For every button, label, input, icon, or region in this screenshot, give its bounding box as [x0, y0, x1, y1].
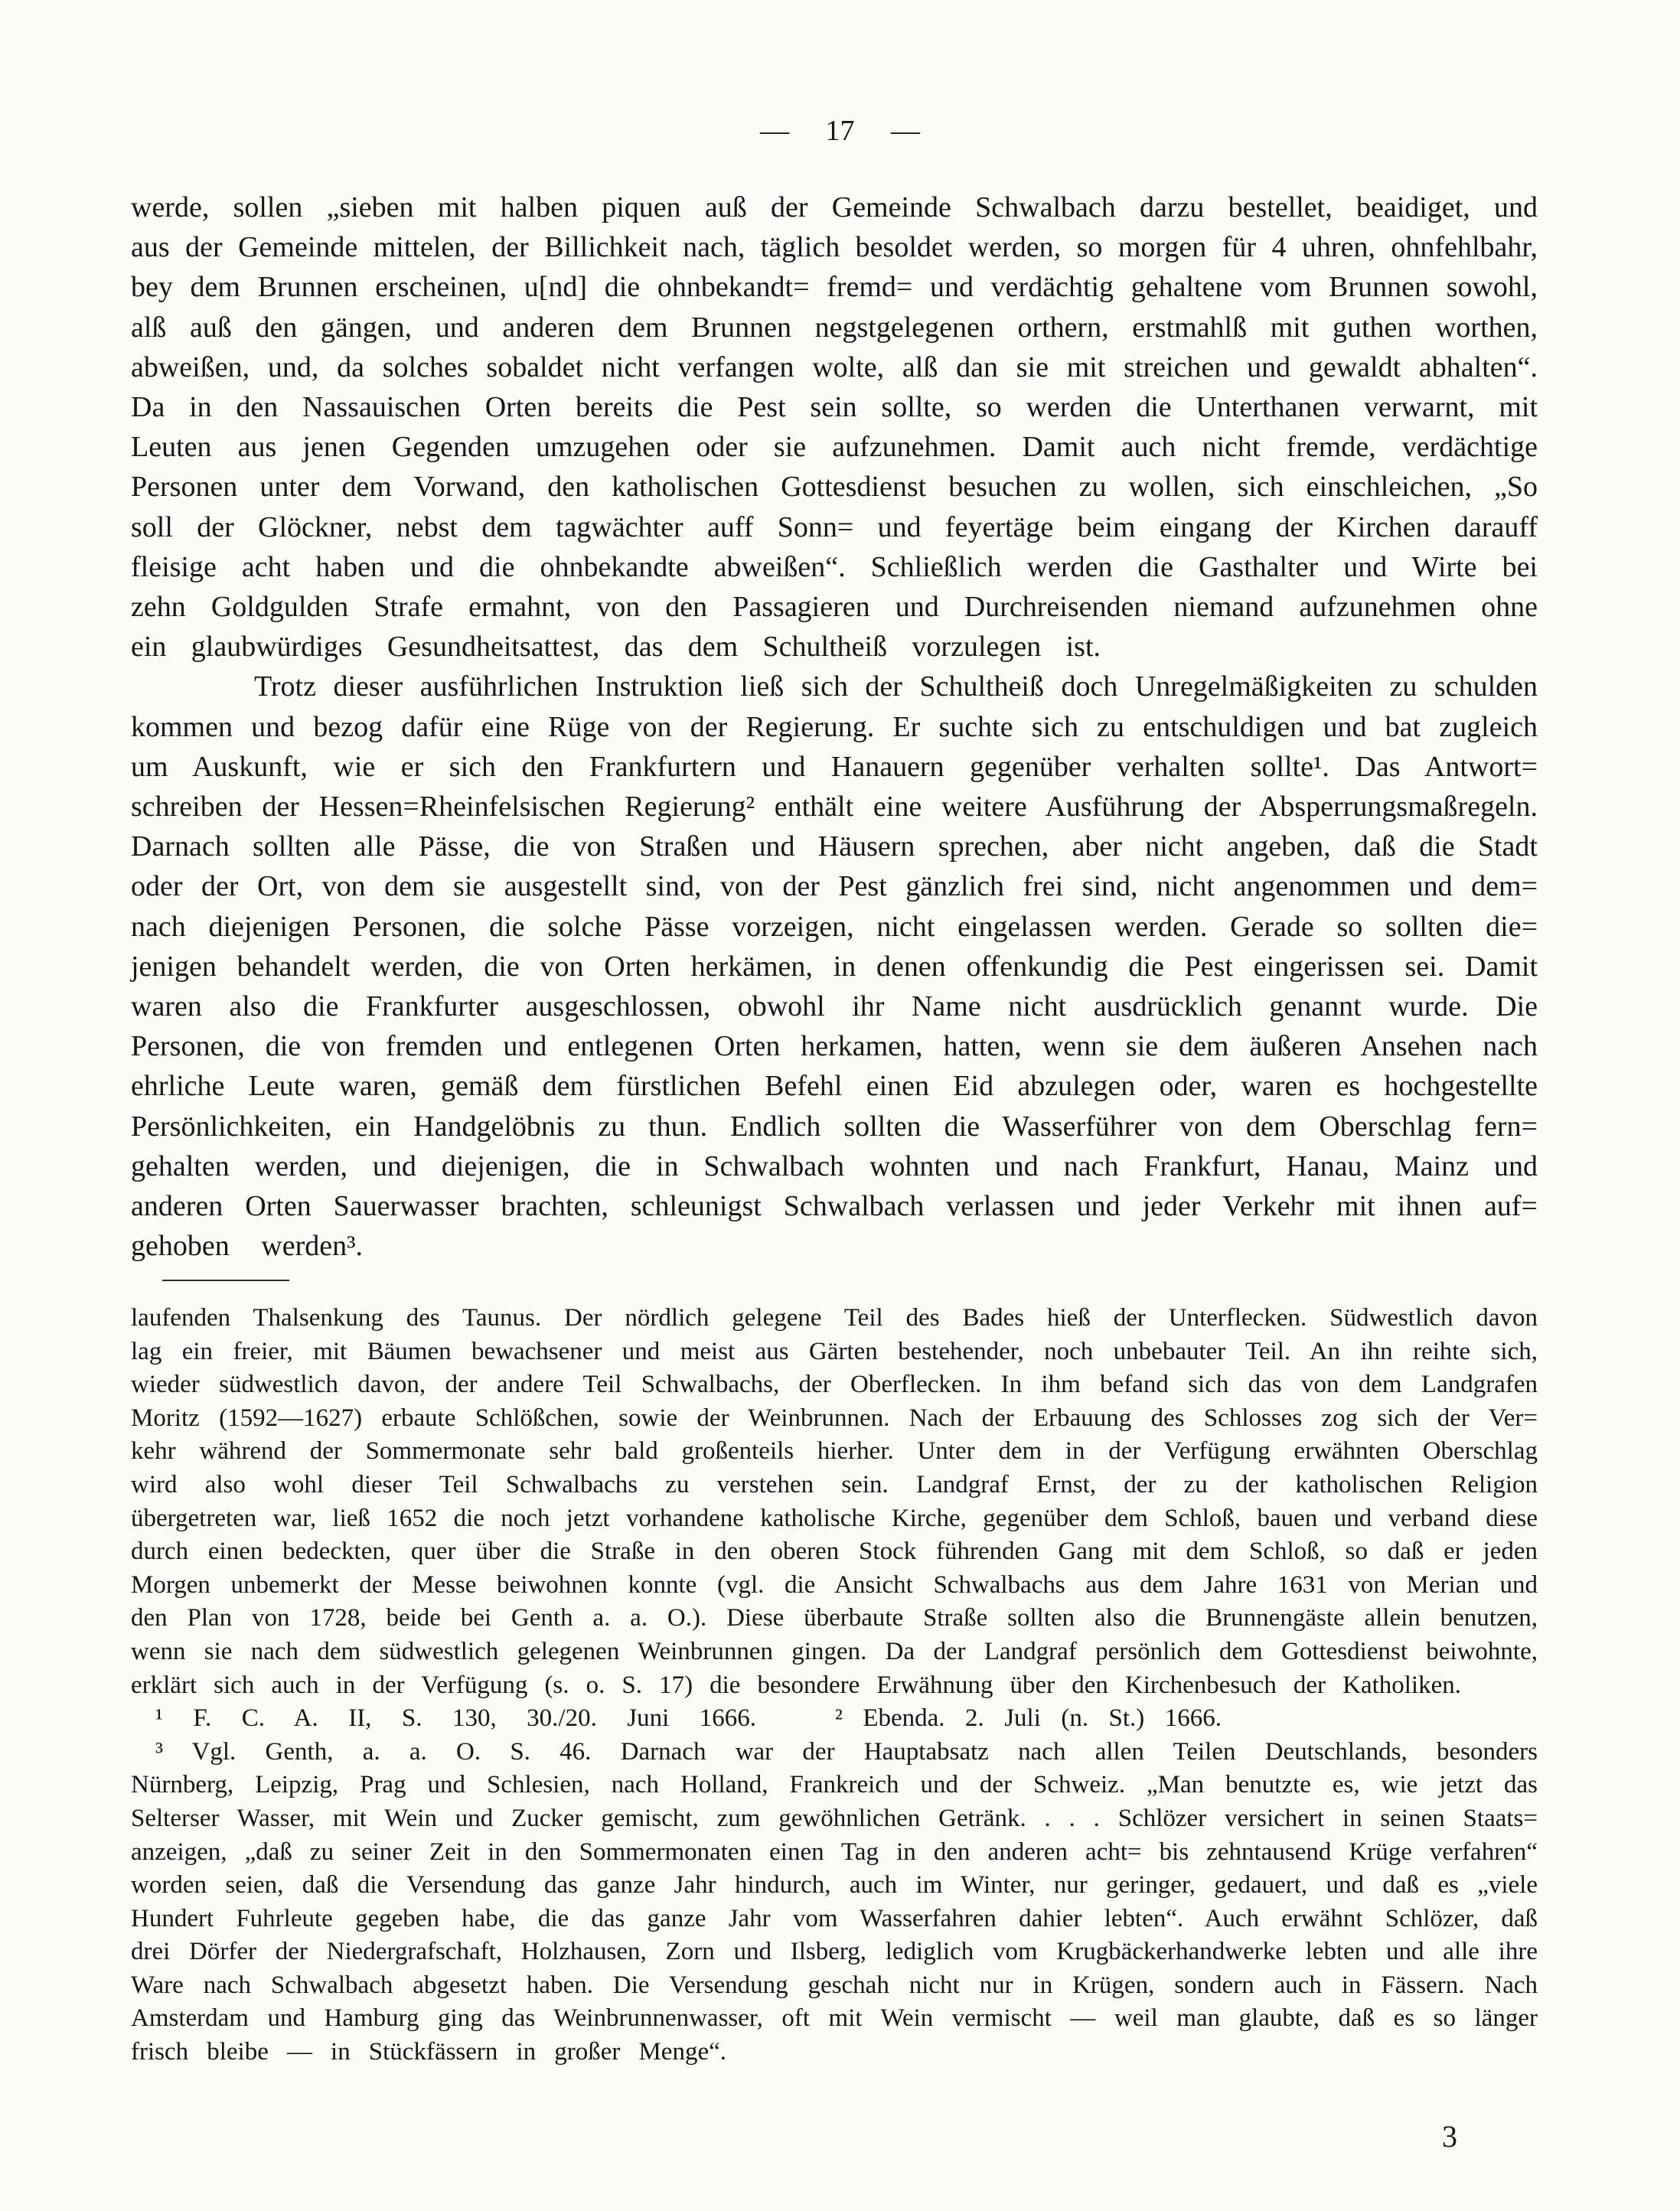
footnote-rule — [162, 1280, 289, 1281]
body-line: gehoben werden³. — [131, 1230, 363, 1263]
footnote-row-1-2 — [131, 1702, 1538, 1736]
footnote-line: drei Dörfer der Niedergrafschaft, Holzhausen, Zorn und Ilsberg, lediglich vom Krugbäckerhandwerke lebten und alle ihre — [131, 1938, 1538, 1966]
body-line: Persönlichkeiten, ein Handgelöbnis zu thun. Endlich sollten die Wasserführer von dem Oberschlag fern= — [131, 1110, 1538, 1143]
footnote-continuation — [131, 1302, 1538, 1702]
paragraph — [131, 188, 1538, 667]
footnote-2: ² Ebenda. 2. Juli (n. St.) 1666. — [835, 1704, 1222, 1733]
body-line: Personen unter dem Vorwand, den katholischen Gottesdienst besuchen zu wollen, sich einschleichen, „So — [131, 471, 1538, 504]
footnote-1: ¹ F. C. A. II, S. 130, 30./20. Juni 1666. — [155, 1704, 756, 1733]
main-text — [131, 188, 1538, 1266]
body-line: nach diejenigen Personen, die solche Pässe vorzeigen, nicht eingelassen werden. Gerade so sollten die= — [131, 910, 1538, 943]
footnote-3 — [131, 1736, 1538, 2069]
body-line: um Auskunft, wie er sich den Frankfurtern und Hanauern gegenüber verhalten sollte¹. Das Antwort= — [131, 750, 1538, 783]
page-number-header: — 17 — — [760, 115, 920, 147]
body-line: kommen und bezog dafür eine Rüge von der Regierung. Er suchte sich zu entschuldigen und bat zugleich — [131, 710, 1538, 743]
body-line: Trotz dieser ausführlichen Instruktion ließ sich der Schultheiß doch Unregelmäßigkeiten zu schulden — [254, 670, 1538, 703]
body-line: fleisige acht haben und die ohnbekandte abweißen“. Schließlich werden die Gasthalter und Wirte bei — [131, 550, 1538, 583]
body-line: alß auß den gängen, und anderen dem Brunnen negstgelegenen orthern, erstmahlß mit guthen worthen, — [131, 311, 1538, 344]
body-line: Personen, die von fremden und entlegenen Orten herkamen, hatten, wenn sie dem äußeren Ansehen nach — [131, 1030, 1538, 1063]
footnote-line: wird also wohl dieser Teil Schwalbachs zu verstehen sein. Landgraf Ernst, der zu der katholischen Religion — [131, 1470, 1538, 1498]
footnote-line: wenn sie nach dem südwestlich gelegenen Weinbrunnen gingen. Da der Landgraf persönlich dem Gottesdienst beiwohnte, — [131, 1637, 1538, 1665]
signature-mark: 3 — [1442, 2119, 1457, 2154]
body-line: Darnach sollten alle Pässe, die von Straßen und Häusern sprechen, aber nicht angeben, daß die Stadt — [131, 830, 1538, 863]
footnote-line: wieder südwestlich davon, der andere Teil Schwalbachs, der Oberflecken. In ihm befand sich das von dem Landgrafen — [131, 1371, 1538, 1399]
footnote-line: Nürnberg, Leipzig, Prag und Schlesien, nach Holland, Frankreich und der Schweiz. „Man benutzte es, wie jetzt das — [131, 1771, 1538, 1799]
footnote-line: durch einen bedeckten, quer über die Straße in den oberen Stock führenden Gang mit dem Schloß, so daß er jeden — [131, 1538, 1538, 1566]
footnote-line: Morgen unbemerkt der Messe beiwohnen konnte (vgl. die Ansicht Schwalbachs aus dem Jahre 1631 von Merian und — [131, 1570, 1538, 1599]
footnote-line: Amsterdam und Hamburg ging das Weinbrunnenwasser, oft mit Wein vermischt — weil man glaubte, daß es so länger — [131, 2004, 1538, 2033]
paragraph — [131, 667, 1538, 1266]
body-line: anderen Orten Sauerwasser brachten, schleunigst Schwalbach verlassen und jeder Verkehr mit ihnen auf= — [131, 1190, 1538, 1223]
body-line: Da in den Nassauischen Orten bereits die Pest sein sollte, so werden die Unterthanen verwarnt, mit — [131, 391, 1538, 424]
footnote-line: Moritz (1592—1627) erbaute Schlößchen, sowie der Weinbrunnen. Nach der Erbauung des Schlosses zog sich der Ver= — [131, 1404, 1538, 1432]
footnote-line: Ware nach Schwalbach abgesetzt haben. Die Versendung geschah nicht nur in Krügen, sondern auch in Fässern. Nach — [131, 1971, 1538, 1999]
footnote-line: Hundert Fuhrleute gegeben habe, die das ganze Jahr vom Wasserfahren dahier lebten“. Auch erwähnt Schlözer, daß — [131, 1904, 1538, 1932]
body-line: ein glaubwürdiges Gesundheitsattest, das dem Schultheiß vorzulegen ist. — [131, 631, 1101, 664]
body-line: bey dem Brunnen erscheinen, u[nd] die ohnbekandt= fremd= und verdächtig gehaltene vom Brunnen sowohl, — [131, 271, 1538, 304]
footnote-line: laufenden Thalsenkung des Taunus. Der nördlich gelegene Teil des Bades hieß der Unterflecken. Südwestlich davon — [131, 1304, 1538, 1332]
footnote-line: Selterser Wasser, mit Wein und Zucker gemischt, zum gewöhnlichen Getränk. . . . Schlözer versichert in seinen Staats= — [131, 1804, 1538, 1832]
footnote-line: lag ein freier, mit Bäumen bewachsener und meist aus Gärten bestehender, noch unbebauter Teil. An ihn reihte sich, — [131, 1337, 1538, 1365]
body-line: aus der Gemeinde mittelen, der Billichkeit nach, täglich besoldet werden, so morgen für 4 uhren, ohnfehlbahr, — [131, 231, 1538, 264]
body-line: jenigen behandelt werden, die von Orten herkämen, in denen offenkundig die Pest eingerissen sei. Damit — [131, 950, 1538, 983]
footnote-line: erklärt sich auch in der Verfügung (s. o. S. 17) die besondere Erwähnung über den Kirchenbesuch der Katholiken. — [131, 1671, 1461, 1699]
footnote-line: übergetreten war, ließ 1652 die noch jetzt vorhandene katholische Kirche, gegenüber dem Schloß, bauen und verband diese — [131, 1504, 1538, 1532]
body-line: soll der Glöckner, nebst dem tagwächter auff Sonn= und feyertäge beim eingang der Kirchen darauff — [131, 510, 1538, 543]
footnote-section — [131, 1302, 1538, 2069]
body-line: waren also die Frankfurter ausgeschlossen, obwohl ihr Name nicht ausdrücklich genannt wurde. Die — [131, 990, 1538, 1023]
footnote-line: anzeigen, „daß zu seiner Zeit in den Sommermonaten einen Tag in den anderen acht= bis zehntausend Krüge verfahren“ — [131, 1838, 1538, 1866]
body-line: oder der Ort, von dem sie ausgestellt sind, von der Pest gänzlich frei sind, nicht angenommen und dem= — [131, 870, 1538, 903]
body-line: schreiben der Hessen=Rheinfelsischen Regierung² enthält eine weitere Ausführung der Absperrungsmaßregeln. — [131, 791, 1538, 823]
body-line: gehalten werden, und diejenigen, die in Schwalbach wohnten und nach Frankfurt, Hanau, Mainz und — [131, 1150, 1538, 1182]
body-line: ehrliche Leute waren, gemäß dem fürstlichen Befehl einen Eid abzulegen oder, waren es hochgestellte — [131, 1070, 1538, 1103]
body-line: abweißen, und, da solches sobaldet nicht verfangen wolte, alß dan sie mit streichen und gewaldt abhalten“. — [131, 351, 1538, 383]
footnote-line: kehr während der Sommermonate sehr bald großenteils hierher. Unter dem in der Verfügung erwähnten Oberschlag — [131, 1437, 1538, 1466]
body-line: werde, sollen „sieben mit halben piquen auß der Gemeinde Schwalbach darzu bestellet, beaidiget, und — [131, 191, 1538, 223]
footnote-line: worden seien, daß die Versendung das ganze Jahr hindurch, auch im Winter, nur geringer, gedauert, und daß es „viele — [131, 1871, 1538, 1900]
footnote-line: den Plan von 1728, beide bei Genth a. a. O.). Diese überbaute Straße sollten also die Brunnengäste allein benutzen, — [131, 1604, 1538, 1632]
footnote-line: frisch bleibe — in Stückfässern in großer Menge“. — [131, 2038, 726, 2066]
body-line: zehn Goldgulden Strafe ermahnt, von den Passagieren und Durchreisenden niemand aufzunehmen ohne — [131, 591, 1538, 624]
footnote-line: ³ Vgl. Genth, a. a. O. S. 46. Darnach war der Hauptabsatz nach allen Teilen Deutschlands, besonders — [155, 1737, 1538, 1766]
body-line: Leuten aus jenen Gegenden umzugehen oder sie aufzunehmen. Damit auch nicht fremde, verdächtige — [131, 431, 1538, 464]
